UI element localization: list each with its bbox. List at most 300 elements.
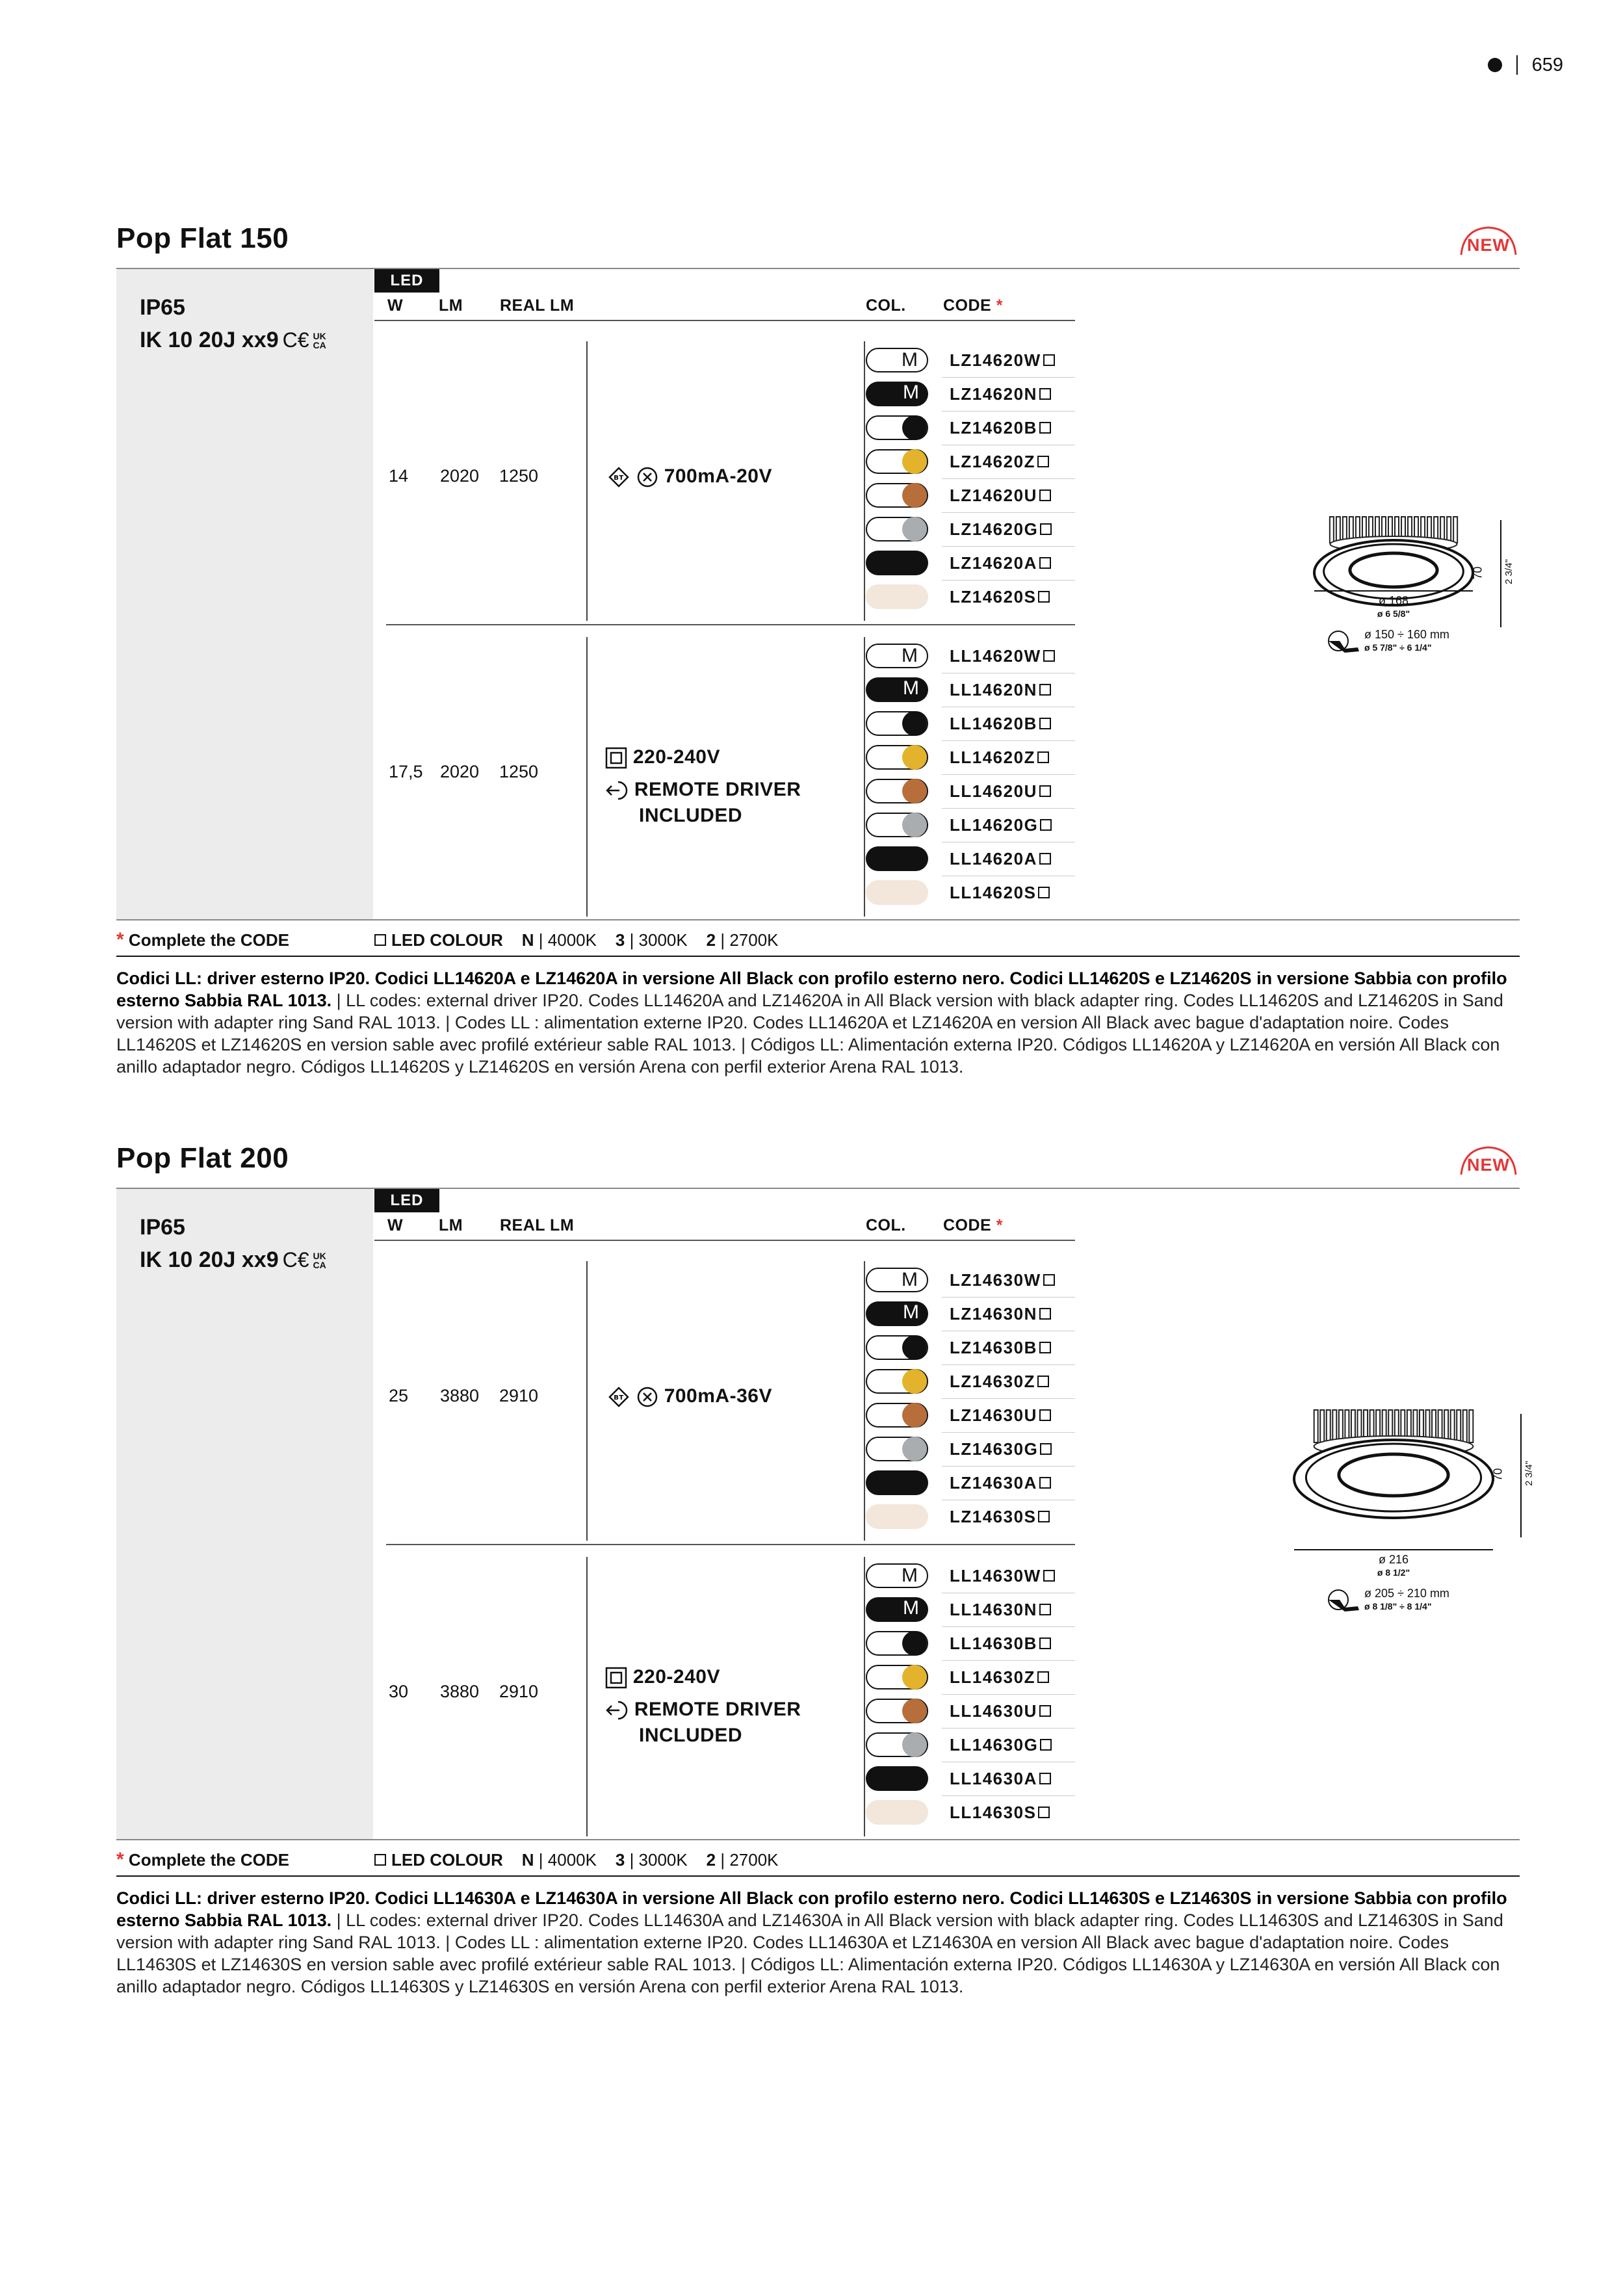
- page-number: 659: [1531, 54, 1563, 75]
- led-badge: LED: [374, 1189, 439, 1212]
- legend-led-colour: LED COLOUR N | 4000K 3 | 3000K 2 | 2700K: [374, 1847, 779, 1873]
- header-code-label: CODE: [943, 1216, 992, 1234]
- code-checkbox-icon: [1040, 1739, 1052, 1751]
- temp-n-code: N: [521, 930, 534, 950]
- cutout-mm: ø 150 ÷ 160 mm: [1364, 628, 1449, 641]
- product-code-text: LL14620Z: [950, 748, 1035, 767]
- colour-dot: [902, 1369, 927, 1394]
- product-section-pop-flat-150: [116, 215, 1520, 1105]
- colour-swatch: [866, 1563, 928, 1588]
- note-bold-text: Codici LL: driver esterno IP20. Codici LL14620A e LZ14620A in versione All Black con profilo esterno nero. Codici LL14620S e LZ14620S in versione Sabbia con profilo esterno Sabbia RAL 1013.: [116, 969, 1507, 1010]
- remote-driver-text: REMOTE DRIVER: [634, 1699, 801, 1720]
- code-checkbox-icon: [1039, 684, 1051, 696]
- code-checkbox-icon: [1039, 1409, 1051, 1421]
- remote-driver-row: [605, 777, 801, 803]
- diameter-in: ø 8 1/2": [1377, 1567, 1410, 1578]
- legend-divider: [116, 956, 1520, 957]
- code-separator: [942, 740, 1075, 741]
- product-code-text: LL14620A: [950, 849, 1037, 868]
- colour-swatch: [866, 551, 928, 575]
- new-badge: [1457, 225, 1520, 259]
- legend-led-colour: LED COLOUR N | 4000K 3 | 3000K 2 | 2700K: [374, 927, 779, 953]
- colour-column-divider: [864, 1557, 865, 1836]
- voltage-row: [605, 744, 801, 770]
- colour-swatch: [866, 584, 928, 609]
- colour-swatch: [866, 745, 928, 770]
- code-separator: [942, 808, 1075, 809]
- product-code: [950, 1597, 1051, 1622]
- product-code: [950, 415, 1051, 440]
- colour-swatch: [866, 1268, 928, 1292]
- remote-driver-icon: [605, 1699, 629, 1721]
- product-drawing: [1281, 1401, 1506, 1537]
- code-checkbox-icon: [1043, 354, 1055, 366]
- new-label: NEW: [1467, 1155, 1510, 1175]
- class-ii-icon: [605, 747, 627, 769]
- code-separator: [942, 1660, 1075, 1661]
- bottom-divider: [116, 919, 1520, 920]
- ce-icon: C€: [282, 328, 309, 352]
- product-code-text: LZ14630A: [950, 1473, 1037, 1493]
- matt-letter: M: [903, 1597, 919, 1619]
- product-code: [950, 1335, 1051, 1360]
- code-separator: [942, 1297, 1075, 1298]
- colour-swatch: [866, 1403, 928, 1428]
- real-lumen-value: 2910: [499, 1682, 539, 1701]
- product-code-text: LL14630A: [950, 1769, 1037, 1788]
- product-code: [950, 1732, 1052, 1757]
- dimmable-icon: [607, 465, 630, 489]
- driver-spec: [607, 1383, 772, 1409]
- colour-swatch: [866, 1369, 928, 1394]
- temp-2-code: 2: [706, 930, 716, 950]
- product-code-text: LL14630N: [950, 1600, 1037, 1619]
- legend-checkbox-icon: [374, 1854, 386, 1866]
- header-w: W: [387, 296, 404, 315]
- watt-value: 14: [389, 466, 409, 486]
- driver-spec: [605, 744, 801, 829]
- colour-dot: [902, 711, 927, 736]
- included-text: INCLUDED: [639, 805, 742, 826]
- product-code: [950, 1631, 1051, 1656]
- lumen-value: 2020: [440, 762, 480, 781]
- voltage-text: 220-240V: [632, 746, 720, 768]
- header-code: [943, 1216, 1003, 1235]
- colour-swatch: [866, 644, 928, 668]
- diameter-dimension-line: [1294, 1549, 1493, 1550]
- lumen-value: 2020: [440, 466, 480, 486]
- product-code: [950, 1563, 1055, 1588]
- watt-value: 30: [389, 1682, 409, 1701]
- product-code: [950, 382, 1051, 406]
- code-checkbox-icon: [1038, 887, 1050, 898]
- ukca-mark: UK CA: [313, 1250, 326, 1270]
- product-code: [950, 1369, 1049, 1394]
- divider: [1516, 55, 1518, 75]
- code-checkbox-icon: [1038, 1511, 1050, 1522]
- temp-3-value: 3000K: [638, 930, 688, 950]
- colour-swatch: [866, 1470, 928, 1495]
- colour-swatch: [866, 880, 928, 905]
- code-separator: [942, 377, 1075, 378]
- code-checkbox-icon: [1039, 557, 1051, 569]
- product-code-text: LZ14630U: [950, 1405, 1037, 1425]
- driver-spec: [605, 1664, 801, 1749]
- product-code-text: LZ14620B: [950, 418, 1037, 437]
- driver-text: 700mA-20V: [664, 465, 772, 487]
- real-lumen-value: 1250: [499, 762, 539, 781]
- header-code-label: CODE: [943, 296, 992, 315]
- bottom-divider: [116, 1839, 1520, 1840]
- colour-swatch: [866, 677, 928, 702]
- spec-panel: [116, 1189, 373, 1839]
- colour-dot: [902, 483, 927, 508]
- asterisk-icon: *: [996, 296, 1003, 315]
- colour-swatch: [866, 382, 928, 406]
- ip-rating: IP65: [140, 295, 185, 320]
- code-separator: [942, 1466, 1075, 1467]
- product-code-text: LL14620B: [950, 714, 1037, 733]
- section-title-row: [116, 215, 1520, 267]
- colour-swatch: [866, 449, 928, 474]
- note-text: | LL codes: external driver IP20. Codes LL14630A and LZ14630A in All Black version with black adapter ring. Codes LL14630S and LZ14630S in Sand version with adapter ring Sand RAL 1013. | Codes LL : alimentation externe IP20. Codes LL14630A et LZ14630A en version All Black avec bague d'adaptation noire. Codes LL14630S et LZ14630S en version sable avec profilé extérieur sable RAL 1013. | Códigos LL: Alimentación externa IP20. Códigos LL14630A y LZ14630A en versión All Black con anillo adaptador negro. Códigos LL14630S y LZ14630S en versión Arena con perfil exterior Arena RAL 1013.: [116, 1911, 1503, 1996]
- remote-driver-icon: [605, 779, 629, 802]
- product-code-text: LL14630S: [950, 1803, 1037, 1822]
- code-checkbox-icon: [1043, 1570, 1055, 1582]
- colour-swatch: [866, 1301, 928, 1326]
- colour-dot: [902, 1665, 927, 1689]
- code-separator: [942, 1364, 1075, 1365]
- header-lm: LM: [439, 296, 463, 315]
- spec-panel: [116, 269, 373, 919]
- remote-driver-text: REMOTE DRIVER: [634, 779, 801, 800]
- code-separator: [942, 1398, 1075, 1399]
- colour-column-divider: [864, 637, 865, 917]
- colour-swatch: [866, 1631, 928, 1656]
- colour-swatch: [866, 813, 928, 837]
- svg-text:BT: BT: [614, 475, 624, 482]
- product-code: [950, 880, 1050, 905]
- temp-3-code: 3: [615, 1850, 625, 1870]
- header-code: [943, 296, 1003, 315]
- product-code-text: LL14620S: [950, 883, 1037, 902]
- code-separator: [942, 478, 1075, 479]
- dimmable-icon: [607, 1385, 630, 1409]
- included-text: INCLUDED: [639, 1725, 742, 1746]
- colour-dot: [902, 1699, 927, 1723]
- product-code-text: LL14630W: [950, 1566, 1041, 1585]
- ik-rating: [140, 1247, 330, 1273]
- temp-2-value: 2700K: [729, 1850, 779, 1870]
- colour-swatch: [866, 1335, 928, 1360]
- current-icon: [636, 466, 658, 488]
- code-checkbox-icon: [1037, 1671, 1049, 1683]
- watt-value: 25: [389, 1386, 409, 1405]
- code-checkbox-icon: [1037, 751, 1049, 763]
- code-separator: [942, 546, 1075, 547]
- matt-letter: M: [902, 1269, 918, 1290]
- section-title-row: [116, 1134, 1520, 1186]
- real-lumen-value: 2910: [499, 1386, 539, 1405]
- product-code: [950, 517, 1052, 541]
- product-code: [950, 644, 1055, 668]
- code-checkbox-icon: [1038, 1807, 1050, 1818]
- code-checkbox-icon: [1039, 1308, 1051, 1320]
- colour-swatch: [866, 1597, 928, 1622]
- code-checkbox-icon: [1039, 388, 1051, 400]
- product-note: [116, 1887, 1520, 1998]
- product-code: [950, 1268, 1055, 1292]
- code-checkbox-icon: [1040, 1443, 1052, 1455]
- bullet-icon: [1488, 58, 1502, 72]
- product-code: [950, 677, 1051, 702]
- height-in: 2 3/4": [1523, 1461, 1535, 1486]
- product-code: [950, 813, 1052, 837]
- code-checkbox-icon: [1038, 591, 1050, 603]
- asterisk-icon: *: [116, 929, 124, 950]
- legend-complete-text: Complete the CODE: [128, 930, 289, 950]
- product-code-text: LZ14620N: [950, 384, 1037, 404]
- product-code-text: LZ14620W: [950, 350, 1041, 370]
- code-checkbox-icon: [1039, 853, 1051, 865]
- group-divider: [386, 624, 1075, 625]
- product-code-text: LZ14630Z: [950, 1372, 1035, 1391]
- colour-dot: [902, 1437, 927, 1461]
- colour-dot: [902, 779, 927, 803]
- group-divider: [386, 1544, 1075, 1545]
- note-text: | LL codes: external driver IP20. Codes LL14620A and LZ14620A in All Black version with black adapter ring. Codes LL14620S and LZ14620S in Sand version with adapter ring Sand RAL 1013. | Codes LL : alimentation externe IP20. Codes LL14620A et LZ14620A en version All Black avec bague d'adaptation noire. Codes LL14620S et LZ14620S en version sable avec profilé extérieur sable RAL 1013. | Códigos LL: Alimentación externa IP20. Códigos LL14620A y LZ14620A en versión All Black con anillo adaptador negro. Códigos LL14620S y LZ14620S en versión Arena con perfil exterior Arena RAL 1013.: [116, 991, 1503, 1076]
- product-code: [950, 449, 1049, 474]
- asterisk-icon: *: [996, 1216, 1003, 1234]
- temp-2-code: 2: [706, 1850, 716, 1870]
- temp-3-value: 3000K: [638, 1850, 688, 1870]
- code-checkbox-icon: [1039, 1604, 1051, 1615]
- header-divider: [374, 1240, 1075, 1241]
- code-checkbox-icon: [1039, 1705, 1051, 1717]
- product-code-text: LL14630Z: [950, 1667, 1035, 1687]
- driver-column-divider: [586, 1261, 588, 1541]
- colour-swatch: [866, 779, 928, 803]
- code-checkbox-icon: [1040, 819, 1052, 831]
- matt-letter: M: [902, 349, 918, 371]
- ik-text: IK 10 20J xx9: [140, 328, 279, 352]
- ik-rating: [140, 328, 330, 353]
- class-ii-icon: [605, 1667, 627, 1689]
- product-code-text: LZ14620Z: [950, 452, 1035, 471]
- legend-divider: [116, 1875, 1520, 1877]
- header-real-lm: REAL LM: [500, 1216, 575, 1234]
- diameter-mm: ø 168: [1378, 594, 1409, 607]
- product-code-text: LZ14620S: [950, 587, 1037, 607]
- code-checkbox-icon: [1039, 1637, 1051, 1649]
- watt-value: 17,5: [389, 762, 423, 781]
- code-checkbox-icon: [1039, 422, 1051, 434]
- product-code: [950, 551, 1051, 575]
- page-header: [1488, 52, 1563, 78]
- product-code-text: LZ14620G: [950, 519, 1039, 539]
- header-real-lm: REAL LM: [500, 296, 575, 315]
- code-checkbox-icon: [1039, 785, 1051, 797]
- current-icon: [636, 1386, 658, 1408]
- colour-swatch: [866, 711, 928, 736]
- ip-rating: IP65: [140, 1215, 185, 1240]
- code-checkbox-icon: [1037, 1376, 1049, 1387]
- colour-swatch: [866, 1437, 928, 1461]
- temp-n-code: N: [521, 1850, 534, 1870]
- legend-complete-code: [116, 1847, 289, 1873]
- driver-column-divider: [586, 637, 588, 917]
- product-section-pop-flat-200: [116, 1134, 1535, 2025]
- cutout-icon: [1325, 628, 1362, 654]
- code-checkbox-icon: [1039, 718, 1051, 729]
- height-mm: 70: [1471, 566, 1485, 580]
- product-code-text: LZ14630G: [950, 1439, 1039, 1459]
- temp-n-value: 4000K: [547, 930, 597, 950]
- product-code-text: LZ14630S: [950, 1507, 1037, 1526]
- code-separator: [942, 1432, 1075, 1433]
- lumen-value: 3880: [440, 1682, 480, 1701]
- header-divider: [374, 320, 1075, 321]
- colour-swatch: [866, 1504, 928, 1529]
- product-code-text: LL14630G: [950, 1735, 1039, 1755]
- colour-column-divider: [864, 341, 865, 621]
- product-code-text: LZ14630N: [950, 1304, 1037, 1324]
- ukca-mark: UK CA: [313, 330, 326, 350]
- product-code: [950, 584, 1050, 609]
- legend-complete-code: [116, 927, 289, 953]
- driver-text: 700mA-36V: [664, 1385, 772, 1407]
- product-code: [950, 846, 1051, 871]
- note-bold-text: Codici LL: driver esterno IP20. Codici LL14630A e LZ14630A in versione All Black con profilo esterno nero. Codici LL14630S e LZ14630S in versione Sabbia con profilo esterno Sabbia RAL 1013.: [116, 1888, 1507, 1930]
- height-in: 2 3/4": [1503, 558, 1514, 584]
- diameter-dimension-line: [1314, 590, 1473, 592]
- code-checkbox-icon: [1039, 489, 1051, 501]
- colour-swatch: [866, 846, 928, 871]
- colour-swatch: [866, 517, 928, 541]
- header-col: COL.: [866, 1216, 906, 1234]
- product-code-text: LL14620N: [950, 680, 1037, 699]
- header-w: W: [387, 1216, 404, 1234]
- driver-column-divider: [586, 341, 588, 621]
- colour-swatch: [866, 415, 928, 440]
- colour-column-divider: [864, 1261, 865, 1541]
- product-code-text: LZ14630W: [950, 1270, 1041, 1290]
- product-code-text: LL14620W: [950, 646, 1041, 666]
- code-checkbox-icon: [1039, 1342, 1051, 1353]
- code-checkbox-icon: [1040, 523, 1052, 535]
- colour-swatch: [866, 1699, 928, 1723]
- code-separator: [942, 774, 1075, 775]
- product-code: [950, 1699, 1051, 1723]
- colour-dot: [902, 517, 927, 541]
- height-mm: 70: [1491, 1468, 1505, 1481]
- product-code-text: LZ14630B: [950, 1338, 1037, 1357]
- product-code-text: LZ14620U: [950, 486, 1037, 505]
- product-code: [950, 1403, 1051, 1428]
- product-code: [950, 745, 1049, 770]
- colour-dot: [902, 449, 927, 474]
- diameter-mm: ø 216: [1378, 1553, 1409, 1566]
- legend-complete-text: Complete the CODE: [128, 1850, 289, 1870]
- product-code: [950, 1437, 1052, 1461]
- matt-letter: M: [903, 1301, 919, 1323]
- colour-dot: [902, 415, 927, 440]
- colour-swatch: [866, 1766, 928, 1791]
- cutout-mm: ø 205 ÷ 210 mm: [1364, 1587, 1449, 1600]
- colour-swatch: [866, 1732, 928, 1757]
- led-colour-label: LED COLOUR: [391, 1850, 503, 1870]
- code-separator: [942, 1626, 1075, 1627]
- svg-text:BT: BT: [614, 1394, 624, 1402]
- product-code-text: LZ14620A: [950, 553, 1037, 573]
- legend-checkbox-icon: [374, 934, 386, 946]
- code-separator: [942, 1694, 1075, 1695]
- temp-2-value: 2700K: [729, 930, 779, 950]
- code-separator: [942, 1728, 1075, 1729]
- matt-letter: M: [902, 1565, 918, 1586]
- product-code: [950, 483, 1051, 508]
- led-colour-label: LED COLOUR: [391, 930, 503, 950]
- matt-letter: M: [902, 645, 918, 666]
- remote-driver-row: [605, 1697, 801, 1723]
- colour-swatch: [866, 1800, 928, 1825]
- real-lumen-value: 1250: [499, 466, 539, 486]
- driver-column-divider: [586, 1557, 588, 1836]
- product-code: [950, 348, 1055, 372]
- product-code-text: LL14620G: [950, 815, 1039, 835]
- product-code: [950, 711, 1051, 736]
- asterisk-icon: *: [116, 1849, 124, 1870]
- header-lm: LM: [439, 1216, 463, 1234]
- colour-dot: [902, 1732, 927, 1757]
- matt-letter: M: [903, 677, 919, 699]
- product-code-text: LL14630U: [950, 1701, 1037, 1721]
- product-code: [950, 779, 1051, 803]
- new-label: NEW: [1467, 235, 1510, 255]
- code-checkbox-icon: [1039, 1477, 1051, 1489]
- colour-swatch: [866, 483, 928, 508]
- colour-swatch: [866, 348, 928, 372]
- product-code-text: LL14620U: [950, 781, 1037, 801]
- product-code: [950, 1301, 1051, 1326]
- product-note: [116, 967, 1520, 1078]
- colour-dot: [902, 1631, 927, 1656]
- led-badge: LED: [374, 269, 439, 293]
- height-dimension-line: [1520, 1414, 1522, 1537]
- product-code: [950, 1665, 1049, 1689]
- lumen-value: 3880: [440, 1386, 480, 1405]
- new-badge: [1457, 1145, 1520, 1179]
- colour-dot: [902, 745, 927, 770]
- product-title: Pop Flat 150: [116, 222, 289, 254]
- product-code: [950, 1470, 1051, 1495]
- driver-spec: [607, 463, 772, 489]
- ik-text: IK 10 20J xx9: [140, 1247, 279, 1272]
- matt-letter: M: [903, 382, 919, 403]
- product-code: [950, 1504, 1050, 1529]
- code-checkbox-icon: [1039, 1773, 1051, 1784]
- product-code: [950, 1800, 1050, 1825]
- product-code-text: LL14630B: [950, 1634, 1037, 1653]
- code-checkbox-icon: [1037, 456, 1049, 467]
- ce-icon: C€: [282, 1248, 309, 1272]
- height-dimension-line: [1500, 520, 1501, 627]
- cutout-icon: [1325, 1587, 1362, 1613]
- code-separator: [942, 580, 1075, 581]
- cutout-in: ø 8 1/8" ÷ 8 1/4": [1364, 1601, 1432, 1611]
- product-code: [950, 1766, 1051, 1791]
- colour-dot: [902, 1335, 927, 1360]
